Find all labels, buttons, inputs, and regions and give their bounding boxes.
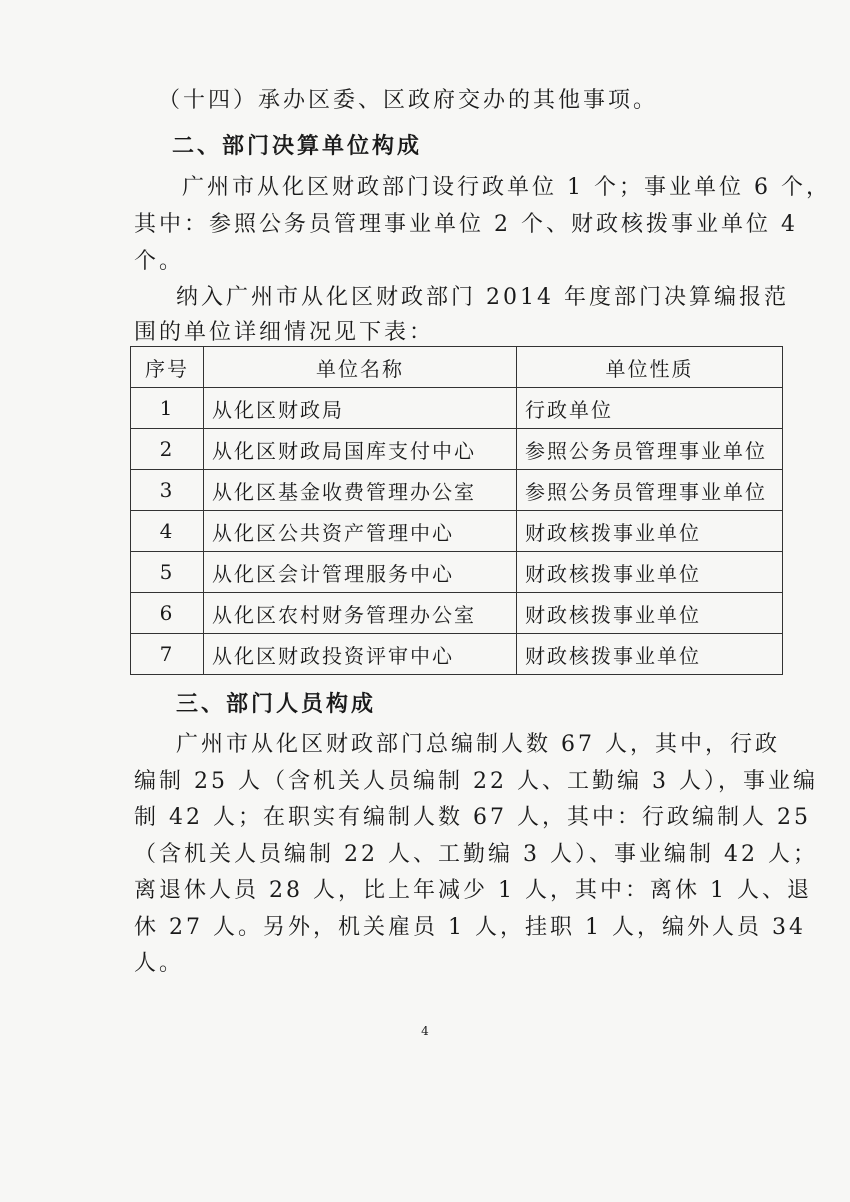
units-table bbox=[130, 346, 783, 675]
section-3-paragraph-line: 离退休人员 28 人，比上年减少 1 人，其中：离休 1 人、退 bbox=[134, 878, 812, 903]
row-number: 6 bbox=[131, 593, 204, 634]
table-row bbox=[131, 388, 783, 429]
row-unit-name: 从化区财政局 bbox=[204, 388, 517, 429]
item-14-paragraph: （十四）承办区委、区政府交办的其他事项。 bbox=[158, 88, 659, 113]
row-unit-type: 财政核拨事业单位 bbox=[517, 593, 783, 634]
table-row bbox=[131, 634, 783, 675]
row-unit-name: 从化区财政投资评审中心 bbox=[204, 634, 517, 675]
table-header-row bbox=[131, 347, 783, 388]
header-unit-name: 单位名称 bbox=[204, 347, 517, 388]
page-number: 4 bbox=[421, 1024, 429, 1038]
table-row bbox=[131, 552, 783, 593]
table-row bbox=[131, 511, 783, 552]
table-row bbox=[131, 470, 783, 511]
section-3-paragraph-line: （含机关人员编制 22 人、工勤编 3 人）、事业编制 42 人； bbox=[134, 842, 818, 867]
section-2-paragraph-line: 其中：参照公务员管理事业单位 2 个、财政核拨事业单位 4 bbox=[134, 212, 798, 237]
row-number: 1 bbox=[131, 388, 204, 429]
row-unit-name: 从化区基金收费管理办公室 bbox=[204, 470, 517, 511]
row-unit-name: 从化区公共资产管理中心 bbox=[204, 511, 517, 552]
section-3-paragraph-line: 广州市从化区财政部门总编制人数 67 人，其中，行政 bbox=[176, 732, 780, 757]
table-row bbox=[131, 429, 783, 470]
row-number: 4 bbox=[131, 511, 204, 552]
section-2-heading: 二、部门决算单位构成 bbox=[172, 133, 423, 159]
section-2-paragraph-line: 个。 bbox=[134, 249, 185, 274]
row-number: 5 bbox=[131, 552, 204, 593]
header-unit-type: 单位性质 bbox=[517, 347, 783, 388]
row-unit-type: 财政核拨事业单位 bbox=[517, 634, 783, 675]
section-3-paragraph-line: 编制 25 人（含机关人员编制 22 人、工勤编 3 人），事业编 bbox=[134, 769, 818, 794]
section-3-paragraph-line: 休 27 人。另外，机关雇员 1 人，挂职 1 人，编外人员 34 bbox=[134, 915, 806, 940]
row-unit-name: 从化区会计管理服务中心 bbox=[204, 552, 517, 593]
row-number: 7 bbox=[131, 634, 204, 675]
section-3-paragraph-line: 人。 bbox=[134, 951, 185, 976]
row-unit-name: 从化区财政局国库支付中心 bbox=[204, 429, 517, 470]
header-number: 序号 bbox=[131, 347, 204, 388]
row-unit-type: 参照公务员管理事业单位 bbox=[517, 429, 783, 470]
row-number: 2 bbox=[131, 429, 204, 470]
section-2-paragraph-line: 围的单位详细情况见下表： bbox=[134, 320, 435, 345]
section-3-paragraph-line: 制 42 人；在职实有编制人数 67 人，其中：行政编制人 25 bbox=[134, 805, 811, 830]
row-unit-type: 参照公务员管理事业单位 bbox=[517, 470, 783, 511]
section-2-paragraph-line: 纳入广州市从化区财政部门 2014 年度部门决算编报范 bbox=[176, 285, 789, 310]
section-3-heading: 三、部门人员构成 bbox=[176, 691, 377, 717]
row-unit-name: 从化区农村财务管理办公室 bbox=[204, 593, 517, 634]
row-number: 3 bbox=[131, 470, 204, 511]
table-row bbox=[131, 593, 783, 634]
row-unit-type: 财政核拨事业单位 bbox=[517, 552, 783, 593]
row-unit-type: 行政单位 bbox=[517, 388, 783, 429]
section-2-paragraph-line: 广州市从化区财政部门设行政单位 1 个；事业单位 6 个， bbox=[182, 175, 831, 200]
row-unit-type: 财政核拨事业单位 bbox=[517, 511, 783, 552]
